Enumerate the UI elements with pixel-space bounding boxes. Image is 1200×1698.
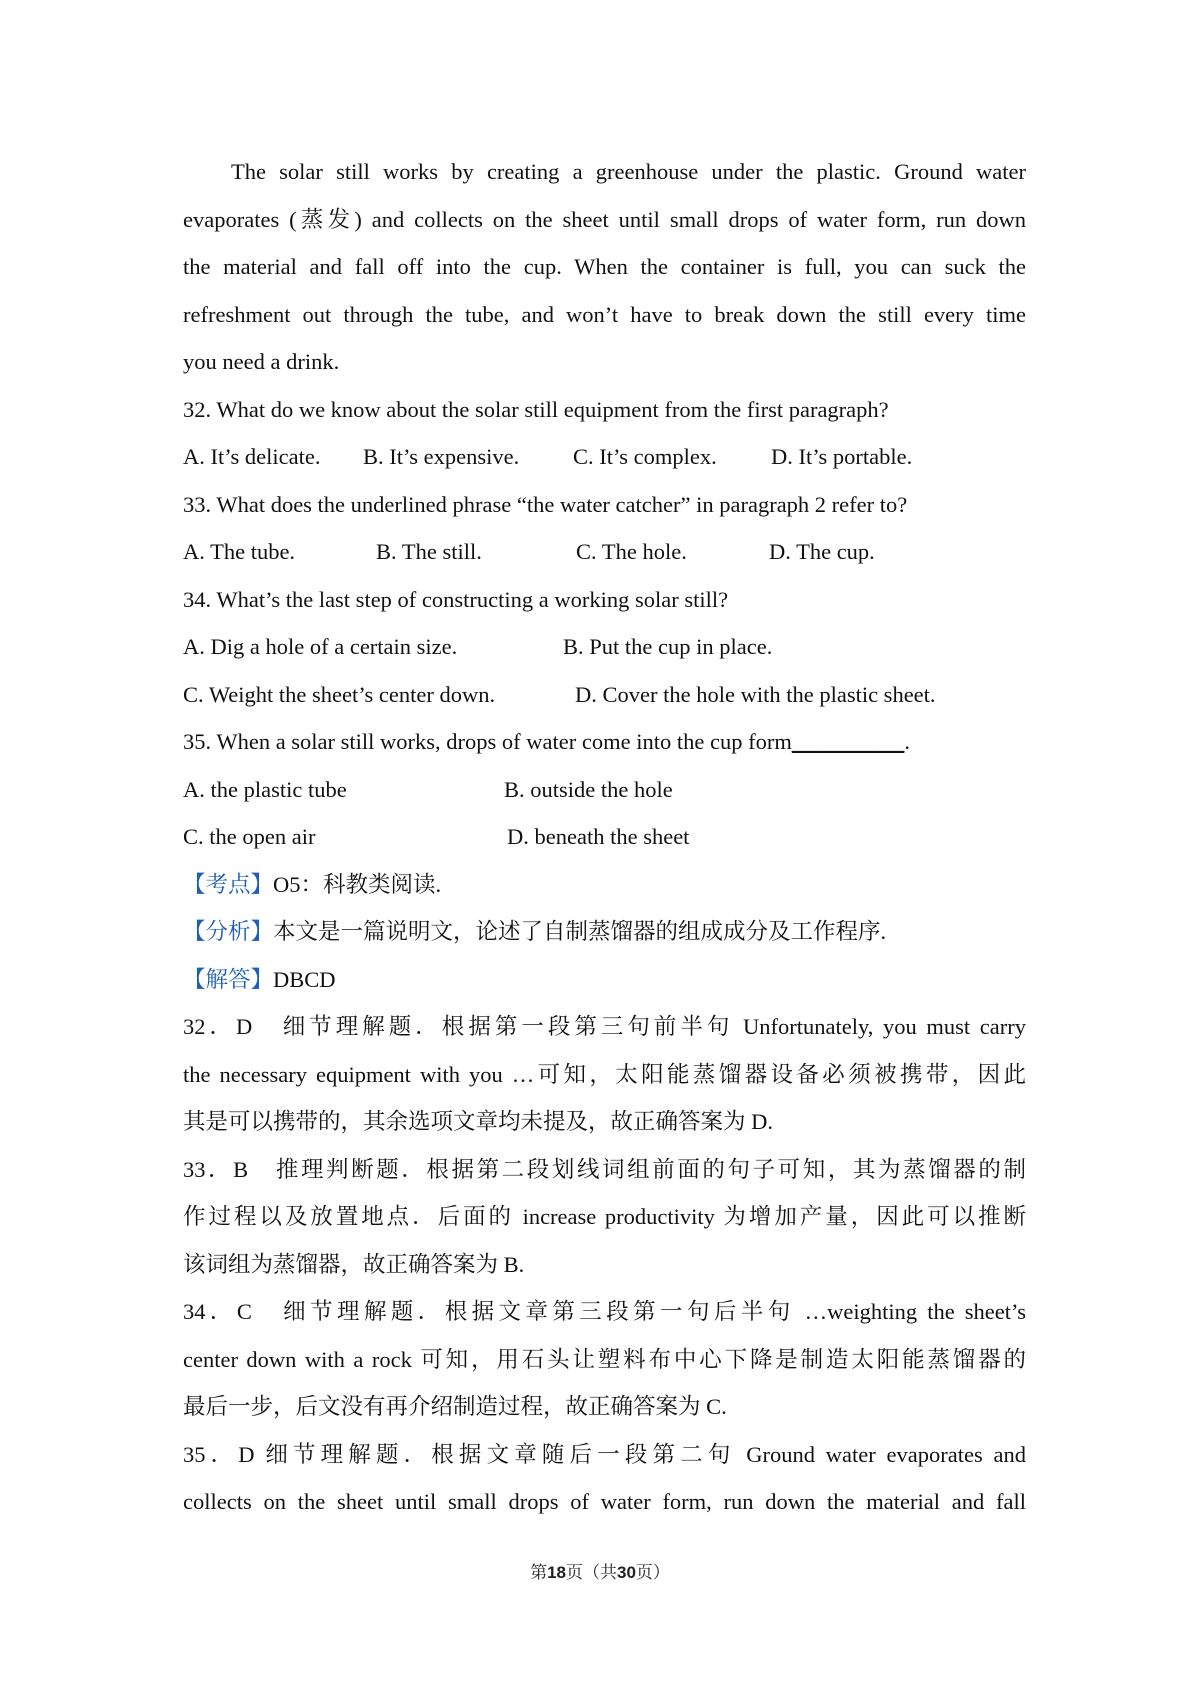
- jieda-section: [183, 956, 1026, 1004]
- kaodian-tag: 【考点】: [183, 871, 274, 897]
- question-35-stem: [183, 718, 1026, 766]
- kaodian-text: O5：科教类阅读.: [273, 871, 442, 897]
- footer-middle: 页（共: [566, 1563, 617, 1582]
- explanation-line: 32．D 细节理解题．根据第一段第三句前半句 Unfortunately, you must carry: [183, 1014, 1026, 1039]
- option-d: D. Cover the hole with the plastic sheet.: [575, 681, 936, 707]
- jieda-tag: 【解答】: [183, 966, 274, 992]
- passage-line: The solar still works by creating a greenhouse under the plastic. Ground water: [231, 159, 1026, 184]
- option-a: A. The tube.: [183, 539, 296, 564]
- question-32-stem: 32. What do we know about the solar still equipment from the first paragraph?: [183, 396, 889, 422]
- page-footer: [0, 1558, 1200, 1583]
- passage-line: evaporates (蒸发) and collects on the sheet until small drops of water form, run down: [183, 206, 1026, 232]
- question-34-options-row2: [183, 671, 1026, 719]
- explanation-line: 最后一步，后文没有再介绍制造过程，故正确答案为 C.: [183, 1394, 727, 1419]
- option-b: B. The still.: [376, 539, 482, 564]
- option-c: C. Weight the sheet’s center down.: [183, 681, 496, 707]
- explanation-line: 该词组为蒸馏器，故正确答案为 B.: [183, 1251, 525, 1277]
- option-b: B. It’s expensive.: [363, 444, 520, 469]
- option-a: A. Dig a hole of a certain size.: [183, 634, 458, 659]
- option-c: C. It’s complex.: [573, 444, 717, 469]
- fenxi-tag: 【分析】: [183, 919, 274, 944]
- footer-prefix: 第: [530, 1563, 548, 1582]
- passage-line: you need a drink.: [183, 349, 340, 374]
- question-35-options-row2: [183, 813, 1026, 861]
- option-c: C. the open air: [183, 824, 316, 849]
- option-b: B. outside the hole: [504, 776, 673, 802]
- passage-line: the material and fall off into the cup. When the container is full, you can suck the: [183, 254, 1026, 279]
- footer-total-pages: 30: [617, 1563, 636, 1582]
- explanation-line: 其是可以携带的，其余选项文章均未提及，故正确答案为 D.: [183, 1109, 773, 1134]
- fenxi-section: [183, 908, 1026, 956]
- footer-suffix: 页）: [635, 1563, 670, 1582]
- jieda-text: DBCD: [273, 966, 336, 992]
- footer-page-number: 18: [547, 1563, 566, 1582]
- explanation-line: 35．D 细节理解题．根据文章随后一段第二句 Ground water evaporates and: [183, 1441, 1026, 1467]
- option-d: D. beneath the sheet: [507, 824, 690, 849]
- question-34-stem: 34. What’s the last step of constructing a working solar still?: [183, 586, 729, 612]
- option-d: D. It’s portable.: [771, 444, 913, 469]
- option-b: B. Put the cup in place.: [563, 634, 773, 659]
- option-c: C. The hole.: [576, 539, 687, 564]
- explanation-line: 34．C 细节理解题．根据文章第三段第一句后半句 …weighting the sheet’s: [183, 1299, 1026, 1324]
- passage-line: refreshment out through the tube, and won’t have to break down the still every time: [183, 301, 1026, 327]
- question-32-options: [183, 433, 1026, 481]
- option-d: D. The cup.: [769, 539, 875, 564]
- explanation-line: the necessary equipment with you …可知，太阳能蒸馏器设备必须被携带，因此: [183, 1061, 1026, 1087]
- explanation-line: collects on the sheet until small drops of water form, run down the material and fall: [183, 1489, 1026, 1514]
- question-34-options-row1: [183, 623, 1026, 671]
- kaodian-section: [183, 861, 1026, 909]
- answer-blank: __________: [791, 729, 905, 754]
- question-35-stem-end: .: [904, 729, 910, 754]
- explanation-line: 作过程以及放置地点．后面的 increase productivity 为增加产量，因此可以推断: [183, 1204, 1026, 1229]
- question-33-stem: 33. What does the underlined phrase “the water catcher” in paragraph 2 refer to?: [183, 491, 908, 517]
- fenxi-text: 本文是一篇说明文，论述了自制蒸馏器的组成成分及工作程序.: [273, 919, 887, 944]
- explanation-line: center down with a rock 可知，用石头让塑料布中心下降是制造太阳能蒸馏器的: [183, 1346, 1026, 1372]
- question-33-options: [183, 528, 1026, 576]
- question-35-options-row1: [183, 766, 1026, 814]
- page-content: [183, 148, 1026, 1526]
- option-a: A. It’s delicate.: [183, 444, 321, 469]
- explanation-line: 33．B 推理判断题．根据第二段划线词组前面的句子可知，其为蒸馏器的制: [183, 1156, 1026, 1182]
- option-a: A. the plastic tube: [183, 776, 347, 802]
- question-35-stem-text: 35. When a solar still works, drops of water come into the cup form: [183, 729, 792, 754]
